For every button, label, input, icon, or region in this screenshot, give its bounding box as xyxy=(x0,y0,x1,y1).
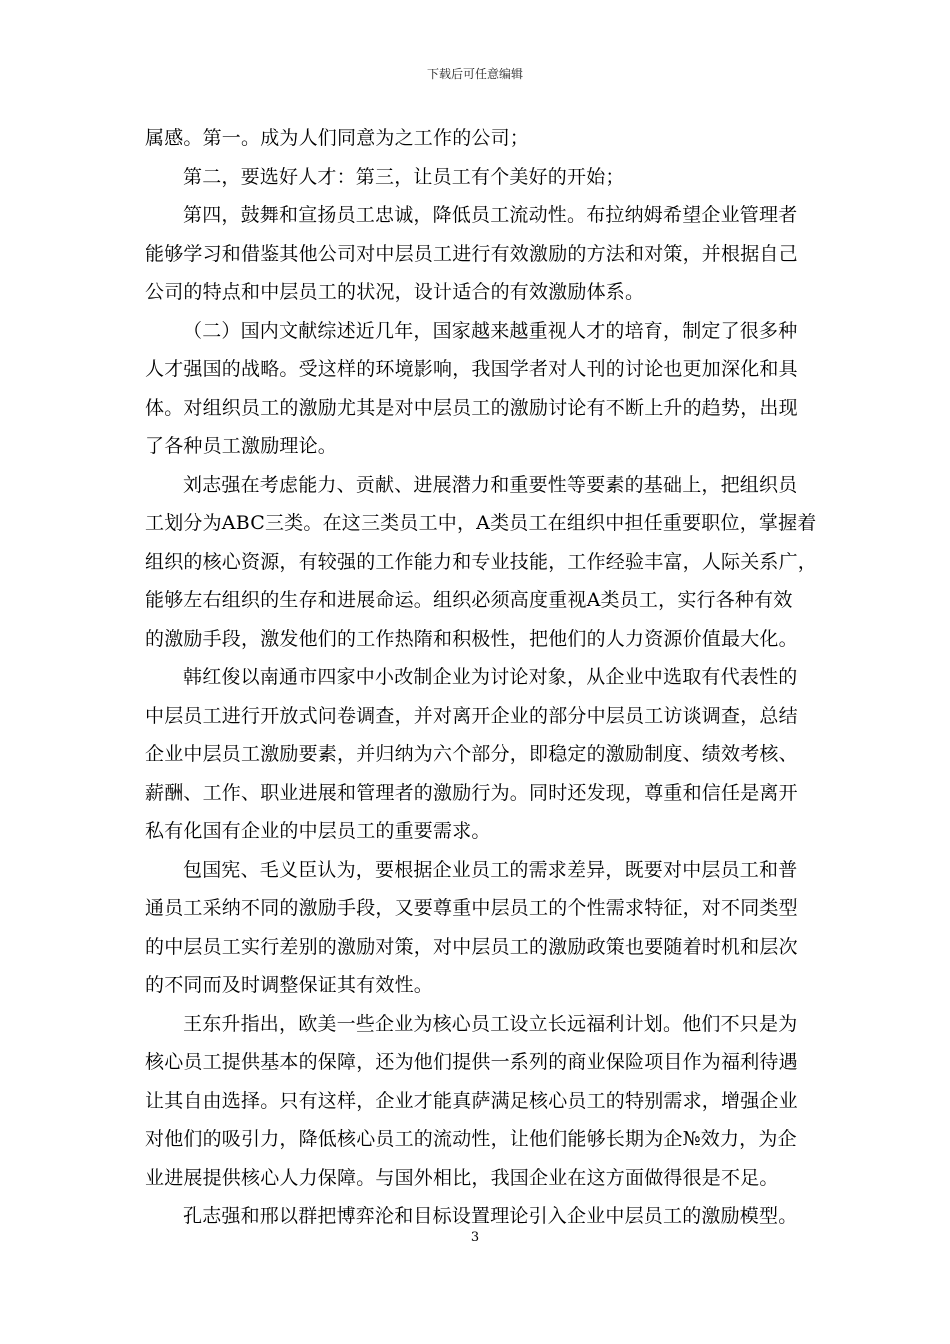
text-line: 韩红俊以南通市四家中小改制企业为讨论对象，从企业中选取有代表性的 xyxy=(183,666,798,688)
text-line: 第二，要选好人才：第三，让员工有个美好的开始； xyxy=(183,165,625,188)
text-line: 公司的特点和中层员工的状况，设计适合的有效激励体系。 xyxy=(145,281,645,303)
paragraph-8 xyxy=(145,1005,805,1198)
text-line: 组织的核心资源，有较强的工作能力和专业技能，工作经验丰富，人际关系广， xyxy=(145,550,818,573)
text-line: 王东升指出，欧美一些企业为核心员工设立长远福利计划。他们不只是为 xyxy=(183,1012,798,1035)
text-line: 孔志强和邢以群把博弈沦和目标设置理论引入企业中层员工的激励模型。 xyxy=(183,1205,798,1227)
text-line: 核心员工提供基本的保障，还为他们提供一系列的商业保险项目作为福利待遇 xyxy=(145,1051,798,1073)
text-line: 中层员工进行开放式问卷调查，并对离开企业的部分中层员工访谈调查，总结 xyxy=(145,704,798,727)
text-line: 薪酬、工作、职业进展和管理者的激励行为。同时还发现，尊重和信任是离开 xyxy=(145,781,798,804)
text-line: 的激励手段，激发他们的工作热隋和积极性，把他们的人力资源价值最大化。 xyxy=(145,627,798,650)
paragraph-7 xyxy=(145,851,805,1005)
paragraph-6 xyxy=(145,658,805,851)
text-line: 企业中层员工激励要素，并归纳为六个部分，即稳定的激励制度、绩效考核、 xyxy=(145,743,798,765)
text-line: 对他们的吸引力，降低核心员工的流动性，让他们能够长期为企№效力，为企 xyxy=(145,1128,797,1150)
text-line: 第四，鼓舞和宣扬员工忠诚，降低员工流动性。布拉纳姆希望企业管理者 xyxy=(183,204,798,226)
text-line: 让其自由选择。只有这样，企业才能真萨满足核心员工的特别需求，增强企业 xyxy=(145,1089,798,1112)
text-line: 能够左右组织的生存和进展命运。组织必须高度重视A类员工，实行各种有效 xyxy=(145,589,793,611)
paragraph-2 xyxy=(145,158,805,197)
text-line: 属感。第一。成为人们同意为之工作的公司； xyxy=(145,127,530,149)
text-line: 能够学习和借鉴其他公司对中层员工进行有效激励的方法和对策，并根据自己 xyxy=(145,242,798,265)
text-line: 业进展提供核心人力保障。与国外相比，我国企业在这方面做得很是不足。 xyxy=(145,1166,779,1189)
text-line: 人才强国的战略。受这样的环境影响，我国学者对人刊的讨论也更加深化和具 xyxy=(145,358,798,380)
page-number: 3 xyxy=(470,1230,480,1245)
paragraph-1 xyxy=(145,119,805,158)
text-line: 通员工采纳不同的激励手段，又要尊重中层员工的个性需求特征，对不同类型 xyxy=(145,897,798,919)
text-line: 工划分为ABC三类。在这三类员工中，A类员工在组织中担任重要职位，掌握着 xyxy=(145,512,817,534)
document-body xyxy=(145,119,818,1236)
text-line: （二）国内文献综述近几年，国家越来越重视人才的培育，制定了很多种 xyxy=(183,319,798,342)
text-line: 了各种员工激励理论。 xyxy=(145,435,338,457)
text-line: 体。对组织员工的激励尤其是对中层员工的激励讨论有不断上升的趋势，出现 xyxy=(145,396,798,419)
paragraph-5 xyxy=(145,466,818,659)
text-line: 私有化国有企业的中层员工的重要需求。 xyxy=(145,820,491,842)
paragraph-4 xyxy=(145,312,805,466)
text-line: 包国宪、毛义臣认为，要根据企业员工的需求差异，既要对中层员工和普 xyxy=(183,858,798,881)
paragraph-3 xyxy=(145,196,805,312)
text-line: 的中层员工实行差别的激励对策，对中层员工的激励政策也要随着时机和层次 xyxy=(145,935,798,958)
page-header: 下载后可任意编辑 xyxy=(426,67,523,81)
text-line: 的不同而及时调整保证其有效性。 xyxy=(145,974,434,996)
text-line: 刘志强在考虑能力、贡献、进展潜力和重要性等要素的基础上，把组织员 xyxy=(183,473,798,496)
